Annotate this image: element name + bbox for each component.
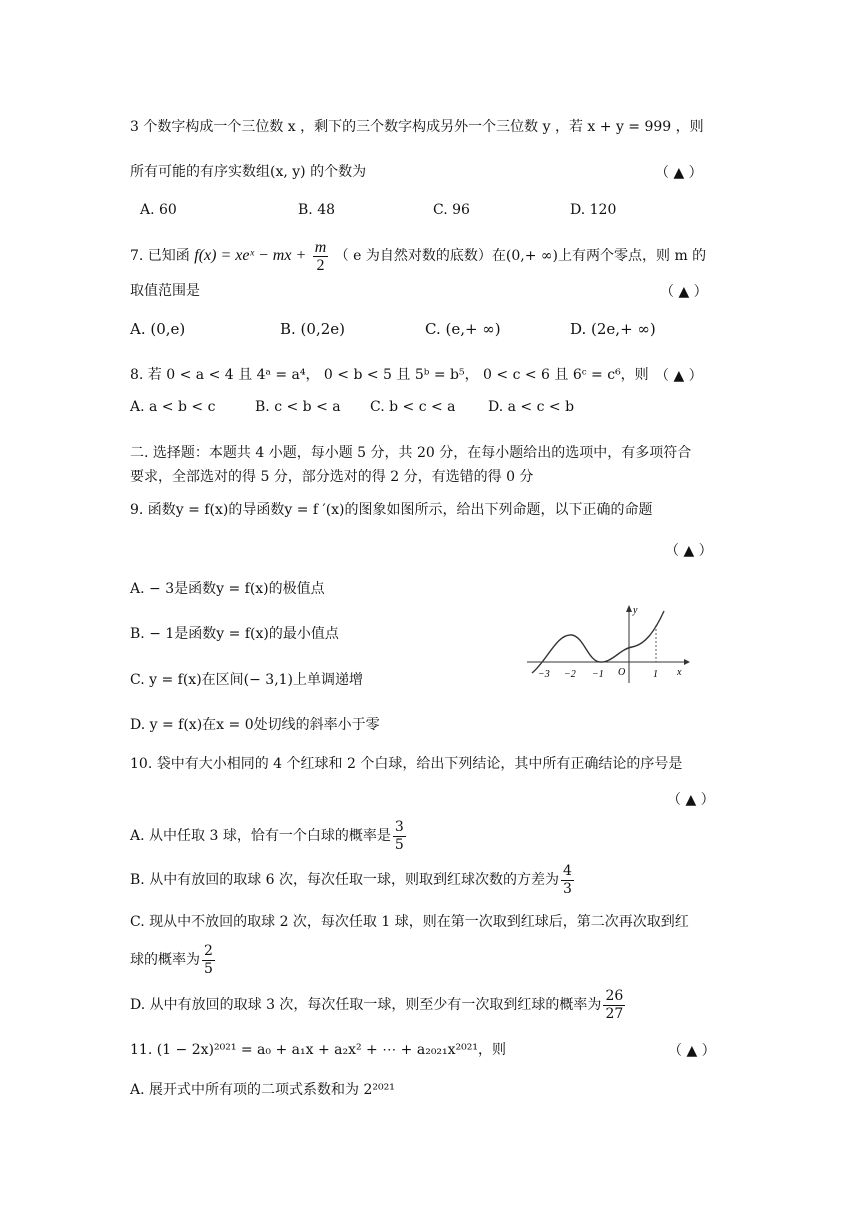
q7-fraction-den: 2 xyxy=(316,256,325,274)
q7-option-b: B. (0,2e) xyxy=(280,320,345,338)
q9-option-b: B. − 1是函数y = f(x)的最小值点 xyxy=(130,626,339,642)
q10-option-c-num: 2 xyxy=(204,942,213,959)
q10-answer-marker: （ ▲ ） xyxy=(667,792,715,808)
section2-line2: 要求，全部选对的得 5 分，部分选对的得 2 分，有选错的得 0 分 xyxy=(130,469,534,485)
origin-label: O xyxy=(618,667,626,678)
q10-option-b-fraction xyxy=(561,863,574,898)
q10-option-c-den: 5 xyxy=(204,960,213,977)
q7-answer-marker: （ ▲ ） xyxy=(660,284,708,300)
q10-option-a xyxy=(130,816,408,856)
q10-option-c-fraction xyxy=(202,943,215,978)
q6-answer-marker: （ ▲ ） xyxy=(655,165,703,181)
derivative-graph xyxy=(522,603,692,688)
q10-option-b-text: B. 从中有放回的取球 6 次，每次任取一球，则取到红球次数的方差为 xyxy=(130,872,559,888)
q7-line2: 取值范围是 xyxy=(130,283,200,299)
tick-1: 1 xyxy=(653,669,658,680)
q6-option-a: A. 60 xyxy=(140,202,177,218)
x-axis-arrow xyxy=(684,659,690,665)
q9-stem: 9. 函数y = f(x)的导函数y = f ′(x)的图象如图所示，给出下列命题，以下正确的命题 xyxy=(130,502,653,518)
q10-stem: 10. 袋中有大小相同的 4 个红球和 2 个白球，给出下列结论，其中所有正确结论的序号是 xyxy=(130,756,683,772)
q9-option-d: D. y = f(x)在x = 0处切线的斜率小于零 xyxy=(130,717,380,733)
q11-option-a: A. 展开式中所有项的二项式系数和为 2²⁰²¹ xyxy=(130,1082,395,1098)
q10-option-a-text: A. 从中任取 3 球，恰有一个白球的概率是 xyxy=(130,828,391,844)
q10-option-d-den: 27 xyxy=(605,1005,624,1022)
q7-option-c: C. (e,+ ∞) xyxy=(425,320,501,338)
tick-neg2: −2 xyxy=(564,669,576,680)
q10-option-a-den: 5 xyxy=(394,836,404,853)
q7-stem xyxy=(130,238,706,274)
q11-answer-marker: （ ▲ ） xyxy=(668,1043,716,1059)
q6-option-c: C. 96 xyxy=(433,202,470,218)
tick-neg1: −1 xyxy=(592,669,604,680)
x-axis-label: x xyxy=(677,667,682,678)
q9-option-a: A. − 3是函数y = f(x)的极值点 xyxy=(130,581,325,597)
q10-option-b-den: 3 xyxy=(563,880,572,897)
derivative-curve xyxy=(532,611,664,673)
q7-pre: 7. 已知函 xyxy=(130,248,190,264)
tick-neg3: −3 xyxy=(538,669,550,680)
q7-option-a: A. (0,e) xyxy=(130,320,186,338)
q6-option-d: D. 120 xyxy=(570,202,617,218)
q6-option-b: B. 48 xyxy=(298,202,336,218)
q8-option-b: B. c < b < a xyxy=(255,399,341,415)
q10-option-b-num: 4 xyxy=(563,862,572,879)
q7-post: （ e 为自然对数的底数）在(0,+ ∞)上有两个零点，则 m 的 xyxy=(334,248,707,264)
q10-option-c-line2 xyxy=(130,940,217,980)
q10-option-c-line1: C. 现从中不放回的取球 2 次，每次任取 1 球，则在第一次取到红球后，第二次再次取到红 xyxy=(130,914,689,930)
q10-option-d-fraction xyxy=(603,988,625,1023)
q11-stem: 11. (1 − 2x)²⁰²¹ = a₀ + a₁x + a₂x² + ⋯ + a₂₀₂₁x²⁰²¹，则 xyxy=(130,1042,507,1058)
q10-option-a-num: 3 xyxy=(394,818,404,835)
q10-option-a-fraction xyxy=(393,819,406,854)
q7-function: f(x) = xeˣ − mx + xyxy=(194,247,307,264)
q8-option-c: C. b < c < a xyxy=(370,399,456,415)
q10-option-d xyxy=(130,985,627,1025)
q7-fraction-num: m xyxy=(314,238,327,256)
q7-option-d: D. (2e,+ ∞) xyxy=(570,320,656,338)
q6-line1: 3 个数字构成一个三位数 x ，剩下的三个数字构成另外一个三位数 y ，若 x + y = 999 ，则 xyxy=(130,119,704,135)
q9-option-c: C. y = f(x)在区间(− 3,1)上单调递增 xyxy=(130,672,364,688)
q8-stem: 8. 若 0 < a < 4 且 4ᵃ = a⁴， 0 < b < 5 且 5ᵇ = b⁵， 0 < c < 6 且 6ᶜ = c⁶，则 xyxy=(130,367,649,383)
q8-answer-marker: （ ▲ ） xyxy=(655,368,703,384)
q6-line2: 所有可能的有序实数组(x, y) 的个数为 xyxy=(130,164,367,180)
q10-option-d-text: D. 从中有放回的取球 3 次，每次任取一球，则至少有一次取到红球的概率为 xyxy=(130,997,602,1013)
q8-option-a: A. a < b < c xyxy=(130,399,216,415)
y-axis-label: y xyxy=(633,605,638,616)
y-axis-arrow xyxy=(626,605,632,612)
q9-answer-marker: （ ▲ ） xyxy=(665,543,713,559)
q10-option-c-text: 球的概率为 xyxy=(130,952,200,968)
section2-line1: 二. 选择题：本题共 4 小题，每小题 5 分，共 20 分，在每小题给出的选项中，有多项符合 xyxy=(130,445,692,461)
q10-option-b xyxy=(130,860,576,900)
q7-fraction xyxy=(313,239,329,274)
q10-option-d-num: 26 xyxy=(605,987,624,1004)
q8-option-d: D. a < c < b xyxy=(488,399,575,415)
